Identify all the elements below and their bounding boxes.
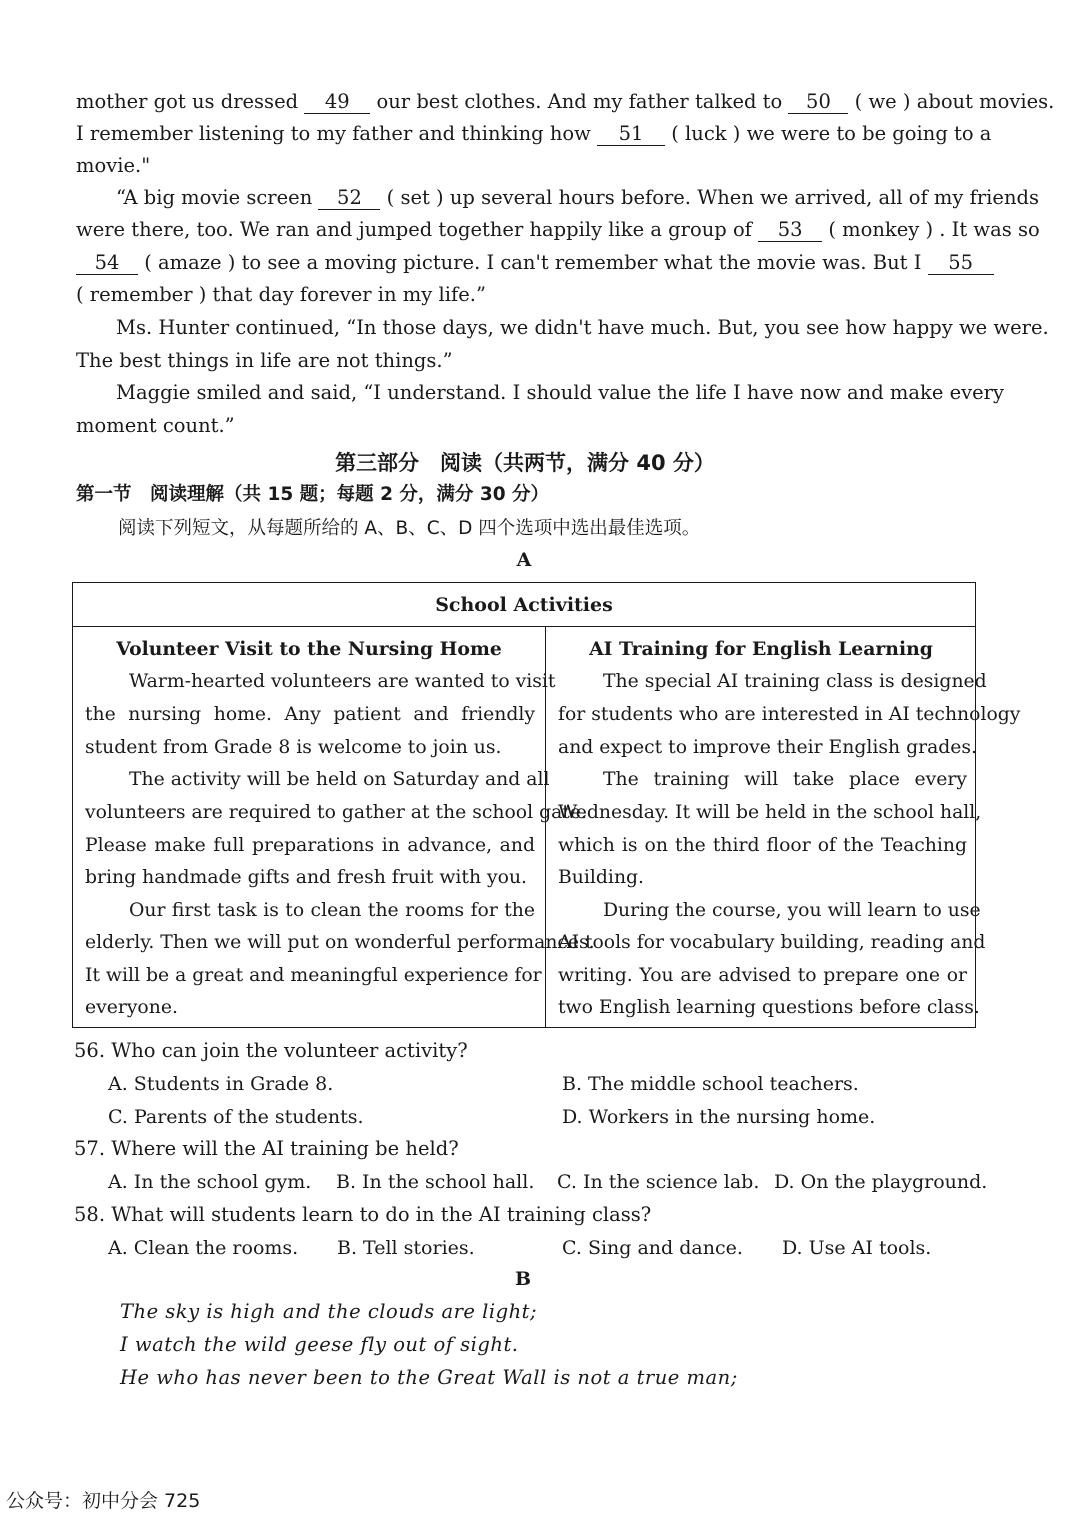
cloze-line-4: “A big movie screen 52 ( set ) up several hours before. When we arrived, all of my friends: [116, 186, 1039, 209]
poem-line-1: The sky is high and the clouds are light;: [120, 1300, 538, 1323]
left-line: Warm-hearted volunteers are wanted to visit: [129, 671, 556, 692]
cloze-line-9: The best things in life are not things.”: [76, 349, 453, 372]
subsection-title: 第一节 阅读理解（共 15 题；每题 2 分，满分 30 分）: [76, 484, 550, 505]
footer-account-label: 公众号：初中分会 725: [6, 1490, 201, 1512]
right-line: which is on the third floor of the Teaching: [558, 835, 967, 856]
passage-a-label: A: [516, 549, 532, 571]
option-57-c[interactable]: C. In the science lab.: [557, 1171, 760, 1193]
left-heading: Volunteer Visit to the Nursing Home: [116, 638, 502, 660]
option-56-c[interactable]: C. Parents of the students.: [108, 1106, 364, 1128]
question-58: 58. What will students learn to do in the AI training class?: [74, 1203, 652, 1226]
school-activities-table: [72, 582, 1021, 1028]
left-line: elderly. Then we will put on wonderful performances.: [85, 932, 595, 953]
right-line: two English learning questions before class.: [558, 997, 980, 1018]
blank-49: 49: [304, 91, 370, 114]
question-56: 56. Who can join the volunteer activity?: [74, 1039, 468, 1062]
blank-53: 53: [758, 219, 822, 242]
left-line: the nursing home. Any patient and friendly: [85, 704, 535, 725]
right-line: writing. You are advised to prepare one or: [558, 965, 967, 986]
right-heading: AI Training for English Learning: [589, 638, 933, 660]
right-line: AI tools for vocabulary building, reading and: [558, 932, 986, 953]
cloze-line-8: Ms. Hunter continued, “In those days, we didn't have much. But, you see how happy we were.: [116, 316, 1049, 339]
option-57-d[interactable]: D. On the playground.: [774, 1171, 988, 1193]
cloze-line-5: were there, too. We ran and jumped together happily like a group of 53 ( monkey ) . It was so: [76, 218, 1040, 241]
right-line: for students who are interested in AI technology: [558, 704, 1021, 725]
option-57-a[interactable]: A. In the school gym.: [108, 1171, 312, 1193]
blank-55: 55: [928, 252, 994, 275]
cloze-line-6: 54 ( amaze ) to see a moving picture. I can't remember what the movie was. But I 55: [76, 249, 994, 277]
left-line: It will be a great and meaningful experience for: [85, 965, 542, 986]
passage-b-label: B: [514, 1268, 532, 1290]
blank-50: 50: [788, 91, 848, 114]
left-line: Please make full preparations in advance, and: [85, 835, 535, 856]
cloze-line-7: ( remember ) that day forever in my life.”: [76, 283, 486, 306]
cloze-line-1: mother got us dressed 49 our best clothes. And my father talked to 50 ( we ) about movies.: [76, 90, 1055, 113]
blank-52: 52: [318, 187, 380, 210]
option-58-c[interactable]: C. Sing and dance.: [562, 1237, 743, 1259]
right-line: The special AI training class is designed: [603, 671, 987, 692]
cloze-line-3: movie.": [76, 154, 151, 177]
blank-54: 54: [76, 252, 138, 275]
option-58-b[interactable]: B. Tell stories.: [337, 1237, 475, 1259]
right-line: Building.: [558, 867, 645, 888]
poem-line-3: He who has never been to the Great Wall is not a true man;: [120, 1366, 738, 1389]
cloze-line-11: moment count.”: [76, 414, 235, 437]
right-line: During the course, you will learn to use: [603, 900, 981, 921]
option-56-d[interactable]: D. Workers in the nursing home.: [562, 1106, 876, 1128]
left-line: volunteers are required to gather at the school gate.: [85, 802, 587, 823]
poem-line-2: I watch the wild geese fly out of sight.: [120, 1333, 519, 1356]
table-title: School Activities: [73, 583, 975, 627]
option-58-a[interactable]: A. Clean the rooms.: [108, 1237, 299, 1259]
instruction-text: 阅读下列短文，从每题所给的 A、B、C、D 四个选项中选出最佳选项。: [118, 518, 701, 539]
right-line: Wednesday. It will be held in the school hall,: [558, 802, 982, 823]
question-57: 57. Where will the AI training be held?: [74, 1137, 459, 1160]
right-line: The training will take place every: [603, 769, 967, 790]
right-line: and expect to improve their English grades.: [558, 737, 978, 758]
option-56-b[interactable]: B. The middle school teachers.: [562, 1073, 859, 1095]
option-57-b[interactable]: B. In the school hall.: [336, 1171, 535, 1193]
left-line: The activity will be held on Saturday and all: [129, 769, 550, 790]
cloze-line-10: Maggie smiled and said, “I understand. I should value the life I have now and make every: [116, 381, 1005, 404]
cloze-line-2: I remember listening to my father and thinking how 51 ( luck ) we were to be going to a: [76, 122, 992, 145]
section-title: 第三部分 阅读（共两节，满分 40 分）: [335, 451, 715, 475]
left-line: Our first task is to clean the rooms for the: [129, 900, 535, 921]
left-line: everyone.: [85, 997, 178, 1018]
left-line: student from Grade 8 is welcome to join us.: [85, 737, 502, 758]
option-56-a[interactable]: A. Students in Grade 8.: [108, 1073, 334, 1095]
option-58-d[interactable]: D. Use AI tools.: [782, 1237, 932, 1259]
left-line: bring handmade gifts and fresh fruit with you.: [85, 867, 528, 888]
blank-51: 51: [597, 123, 665, 146]
